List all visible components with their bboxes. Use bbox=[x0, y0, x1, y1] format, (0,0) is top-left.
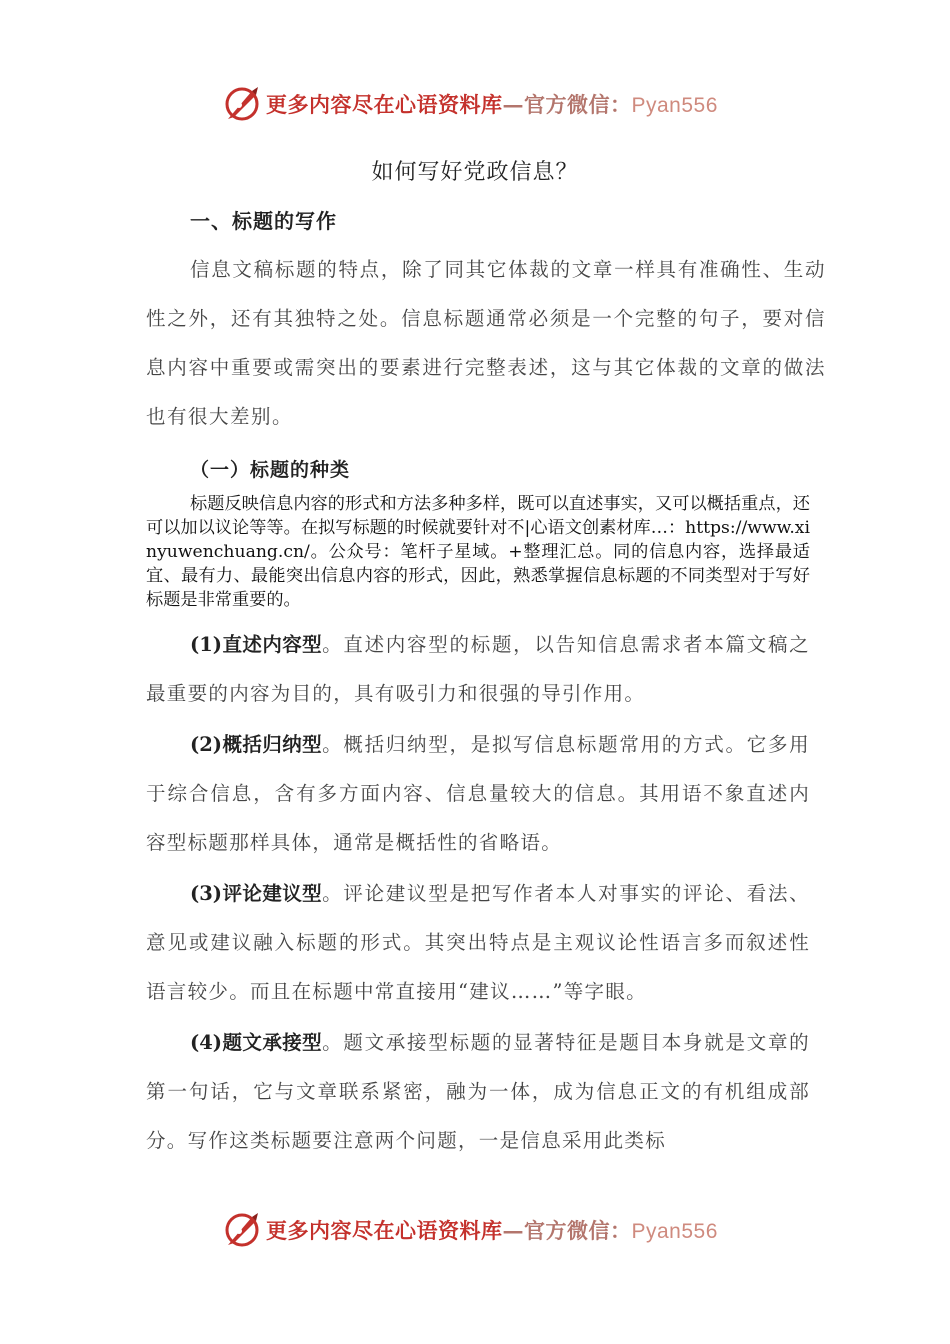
banner-text bbox=[266, 89, 718, 119]
list-item bbox=[146, 1018, 810, 1165]
item-text: 。题文承接型标题的显著特征是题目本身就是文章的第一句话，它与文章联系紧密，融为一体，成为信息正文的有机组成部分。写作这类标题要注意两个问题，一是信息采用此类标 bbox=[146, 1031, 810, 1152]
quill-logo-icon bbox=[222, 1209, 262, 1249]
header-banner bbox=[0, 83, 950, 123]
banner-wechat-id: Pyan556 bbox=[631, 1220, 718, 1243]
list-item bbox=[146, 869, 810, 1016]
banner-wechat-id: Pyan556 bbox=[631, 94, 718, 117]
item-label: (1)直述内容型 bbox=[190, 633, 323, 656]
banner-wechat-label: —官方微信： bbox=[502, 92, 632, 117]
item-label: (3)评论建议型 bbox=[190, 882, 323, 905]
banner-brand: 更多内容尽在心语资料库 bbox=[266, 92, 503, 117]
section-heading: 一、标题的写作 bbox=[190, 209, 337, 233]
list-item bbox=[146, 720, 810, 867]
quill-logo-icon bbox=[222, 83, 262, 123]
item-text: 。评论建议型是把写作者本人对事实的评论、看法、意见或建议融入标题的形式。其突出特点是主观议论性语言多而叙述性语言较少。而且在标题中常直接用“建议……”等字眼。 bbox=[146, 882, 810, 1003]
item-text: 。概括归纳型，是拟写信息标题常用的方式。它多用于综合信息，含有多方面内容、信息量较大的信息。其用语不象直述内容型标题那样具体，通常是概括性的省略语。 bbox=[146, 733, 810, 854]
subsection-heading: （一）标题的种类 bbox=[190, 459, 351, 481]
banner-brand: 更多内容尽在心语资料库 bbox=[266, 1218, 503, 1243]
footer-banner bbox=[0, 1209, 950, 1249]
item-text: 。直述内容型的标题，以告知信息需求者本篇文稿之最重要的内容为目的，具有吸引力和很强的导引作用。 bbox=[146, 633, 810, 705]
list-item bbox=[146, 620, 810, 718]
banner-wechat-label: —官方微信： bbox=[502, 1218, 632, 1243]
dense-paragraph: 标题反映信息内容的形式和方法多种多样，既可以直述事实，又可以概括重点，还可以加以议论等等。在拟写标题的时候就要针对不|心语文创素材库…：https://www.xinyuwenchuang.cn/。公众号：笔杆子星域。+整理汇总。同的信息内容，选择最适宜、最有力、最能突出信息内容的形式，因此，熟悉掌握信息标题的不同类型对于写好标题是非常重要的。 bbox=[146, 494, 810, 610]
intro-paragraph: 信息文稿标题的特点，除了同其它体裁的文章一样具有准确性、生动性之外，还有其独特之处。信息标题通常必须是一个完整的句子，要对信息内容中重要或需突出的要素进行完整表述，这与其它体裁的文章的做法也有很大差别。 bbox=[146, 258, 826, 428]
item-label: (2)概括归纳型 bbox=[190, 733, 323, 756]
banner-text bbox=[266, 1215, 718, 1245]
page-title: 如何写好党政信息？ bbox=[371, 160, 579, 185]
item-label: (4)题文承接型 bbox=[190, 1031, 323, 1054]
